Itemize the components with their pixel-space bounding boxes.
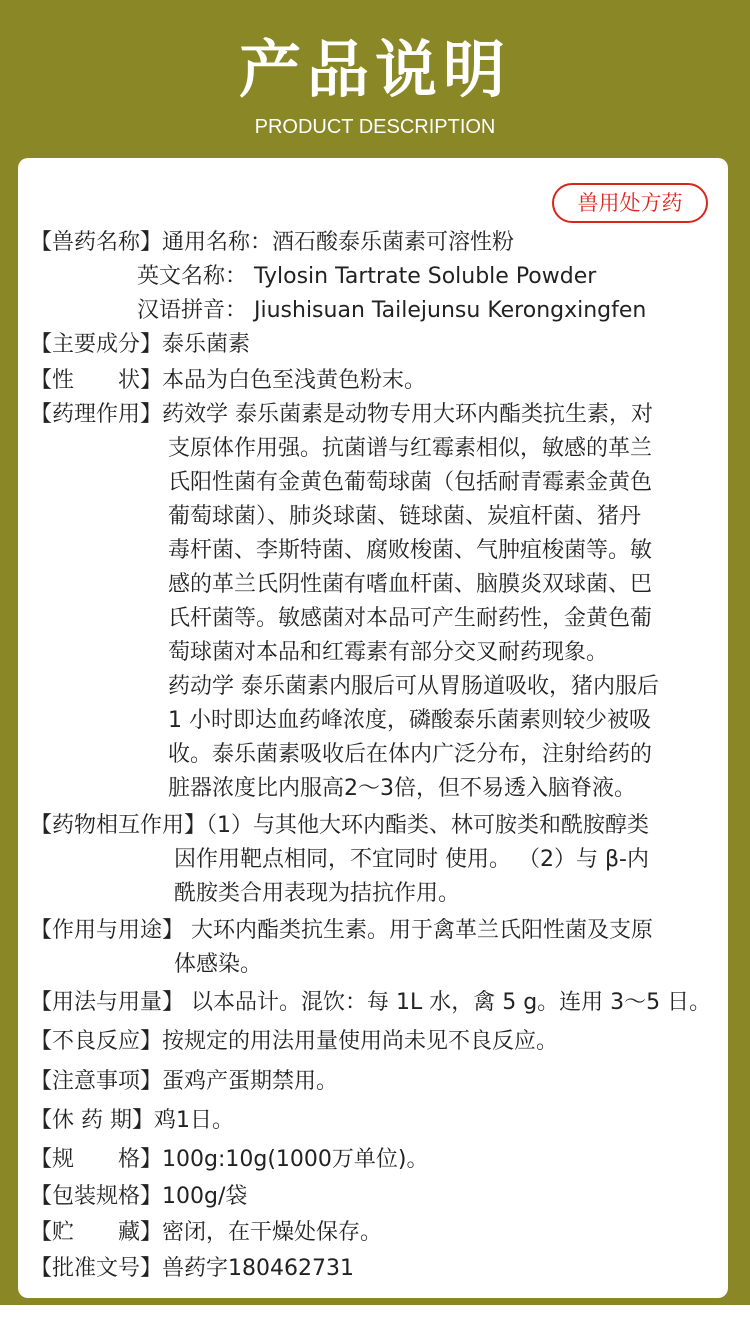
line-approval-number: 【批准文号】兽药字180462731 <box>30 1256 354 1281</box>
line-pharmacokinetics-1: 药动学 泰乐菌素内服后可从胃肠道吸收，猪内服后 <box>168 674 659 699</box>
line-pharmacology-2: 支原体作用强。抗菌谱与红霉素相似，敏感的革兰 <box>168 436 653 461</box>
line-main-ingredient: 【主要成分】泰乐菌素 <box>30 332 251 357</box>
line-pharmacology-8: 萄球菌对本品和红霉素有部分交叉耐药现象。 <box>168 640 609 665</box>
line-storage: 【贮 藏】密闭，在干燥处保存。 <box>30 1220 383 1245</box>
line-withdrawal-period: 【休 药 期】鸡1日。 <box>30 1108 234 1133</box>
line-pharmacokinetics-2: 1 小时即达血药峰浓度，磷酸泰乐菌素则较少被吸 <box>168 708 651 733</box>
page-subtitle: PRODUCT DESCRIPTION <box>254 116 496 138</box>
line-pharmacology-6: 感的革兰氏阴性菌有嗜血杆菌、脑膜炎双球菌、巴 <box>168 572 653 597</box>
prescription-badge: 兽用处方药 <box>552 183 708 223</box>
line-pharmacology-5: 毒杆菌、李斯特菌、腐败梭菌、气肿疽梭菌等。敏 <box>168 538 653 563</box>
line-pharmacokinetics-4: 脏器浓度比内服高2～3倍，但不易透入脑脊液。 <box>168 776 636 801</box>
line-vet-drug-name: 【兽药名称】通用名称：酒石酸泰乐菌素可溶性粉 <box>30 230 515 255</box>
bottom-strip <box>0 1305 750 1325</box>
line-dosage: 【用法与用量】 以本品计。混饮：每 1L 水，禽 5 g。连用 3～5 日。 <box>30 990 712 1015</box>
line-pharmacology-7: 氏杆菌等。敏感菌对本品可产生耐药性，金黄色葡 <box>168 606 653 631</box>
line-indications-2: 体感染。 <box>174 952 263 977</box>
line-interactions-1: 【药物相互作用】（1）与其他大环内酯类、林可胺类和酰胺醇类 <box>30 813 649 838</box>
line-pharmacokinetics-3: 收。泰乐菌素吸收后在体内广泛分布，注射给药的 <box>168 742 653 767</box>
line-appearance: 【性 状】本品为白色至浅黄色粉末。 <box>30 368 427 393</box>
line-pinyin-name: 汉语拼音： Jiushisuan Tailejunsu Kerongxingfen <box>137 298 647 323</box>
line-interactions-2: 因作用靶点相同，不宜同时 使用。 （2）与 β-内 <box>174 847 649 872</box>
line-specification: 【规 格】100g:10g(1000万单位)。 <box>30 1147 429 1172</box>
line-english-name: 英文名称： Tylosin Tartrate Soluble Powder <box>137 264 597 289</box>
line-indications-1: 【作用与用途】 大环内酯类抗生素。用于禽革兰氏阳性菌及支原 <box>30 918 653 943</box>
line-pharmacology-1: 【药理作用】药效学 泰乐菌素是动物专用大环内酯类抗生素，对 <box>30 402 653 427</box>
line-pharmacology-4: 葡萄球菌）、肺炎球菌、链球菌、炭疽杆菌、猪丹 <box>168 504 642 529</box>
page-title: 产品说明 <box>238 33 511 106</box>
line-precautions: 【注意事项】蛋鸡产蛋期禁用。 <box>30 1069 339 1094</box>
line-packaging: 【包装规格】100g/袋 <box>30 1184 248 1209</box>
line-pharmacology-3: 氏阳性菌有金黄色葡萄球菌（包括耐青霉素金黄色 <box>168 470 653 495</box>
line-adverse-reactions: 【不良反应】按规定的用法用量使用尚未见不良反应。 <box>30 1029 559 1054</box>
line-interactions-3: 酰胺类合用表现为拮抗作用。 <box>174 881 461 906</box>
